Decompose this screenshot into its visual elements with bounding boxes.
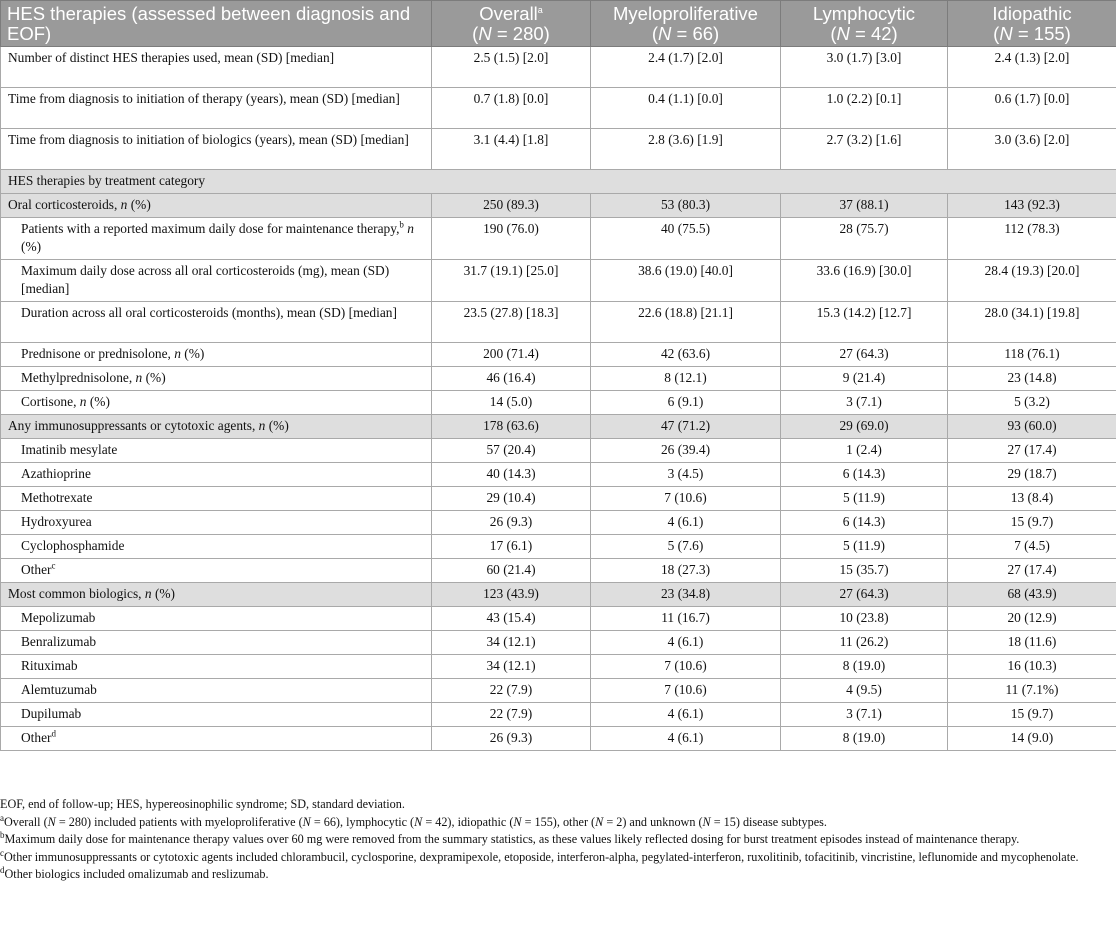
cell-myeloproliferative: 2.8 (3.6) [1.9] — [591, 129, 781, 170]
cell-lymphocytic: 5 (11.9) — [781, 487, 948, 511]
cell-myeloproliferative: 11 (16.7) — [591, 607, 781, 631]
cell-myeloproliferative: 4 (6.1) — [591, 727, 781, 751]
row-label: Most common biologics, n (%) — [1, 583, 432, 607]
cell-lymphocytic: 3 (7.1) — [781, 391, 948, 415]
table-row — [1, 260, 1116, 302]
row-label: Rituximab — [1, 655, 432, 679]
table-row — [1, 535, 1116, 559]
category-row — [1, 194, 1116, 218]
cell-myeloproliferative: 0.4 (1.1) [0.0] — [591, 88, 781, 129]
cell-overall: 2.5 (1.5) [2.0] — [432, 47, 591, 88]
cell-idiopathic: 27 (17.4) — [948, 559, 1116, 583]
row-label: Duration across all oral corticosteroids (months), mean (SD) [median] — [1, 302, 432, 343]
table-row — [1, 367, 1116, 391]
cell-idiopathic: 28.0 (34.1) [19.8] — [948, 302, 1116, 343]
cell-overall: 190 (76.0) — [432, 218, 591, 260]
cell-overall: 123 (43.9) — [432, 583, 591, 607]
table-row — [1, 343, 1116, 367]
row-label: Alemtuzumab — [1, 679, 432, 703]
cell-overall: 178 (63.6) — [432, 415, 591, 439]
row-label: Any immunosuppressants or cytotoxic agents, n (%) — [1, 415, 432, 439]
cell-lymphocytic: 6 (14.3) — [781, 511, 948, 535]
cell-overall: 26 (9.3) — [432, 511, 591, 535]
row-label: Prednisone or prednisolone, n (%) — [1, 343, 432, 367]
row-label: Time from diagnosis to initiation of biologics (years), mean (SD) [median] — [1, 129, 432, 170]
cell-idiopathic: 11 (7.1%) — [948, 679, 1116, 703]
row-label: Other$^c$ — [1, 559, 432, 583]
header-row — [1, 1, 1116, 47]
footnote-c: $^c$Other immunosuppressants or cytotoxic agents included chlorambucil, cyclosporine, dexpramipexole, etoposide, interferon-alpha, pegylated-interferon, ruxolitinib, tofacitinib, vincristine, leflunomide and mycophenolate. — [0, 847, 1079, 864]
table-row — [1, 703, 1116, 727]
cell-overall: 3.1 (4.4) [1.8] — [432, 129, 591, 170]
section-row — [1, 170, 1116, 194]
row-label: Methylprednisolone, n (%) — [1, 367, 432, 391]
footnote-b: $^b$Maximum daily dose for maintenance therapy values over 60 mg were removed from the summary statistics, as these values likely reflected dosing for burst treatment episodes instead of maintenance therapy. — [0, 830, 1020, 847]
table-row — [1, 129, 1116, 170]
cell-idiopathic: 20 (12.9) — [948, 607, 1116, 631]
cell-lymphocytic: 5 (11.9) — [781, 535, 948, 559]
table-row — [1, 727, 1116, 751]
cell-myeloproliferative: 4 (6.1) — [591, 511, 781, 535]
cell-overall: 29 (10.4) — [432, 487, 591, 511]
header-lymphocytic: Lymphocytic (N = 42) — [781, 1, 948, 47]
cell-idiopathic: 93 (60.0) — [948, 415, 1116, 439]
cell-idiopathic: 5 (3.2) — [948, 391, 1116, 415]
cell-lymphocytic: 15 (35.7) — [781, 559, 948, 583]
row-label: Methotrexate — [1, 487, 432, 511]
cell-lymphocytic: 8 (19.0) — [781, 727, 948, 751]
cell-idiopathic: 13 (8.4) — [948, 487, 1116, 511]
cell-lymphocytic: 6 (14.3) — [781, 463, 948, 487]
table-row — [1, 439, 1116, 463]
cell-idiopathic: 0.6 (1.7) [0.0] — [948, 88, 1116, 129]
table-row — [1, 631, 1116, 655]
cell-idiopathic: 29 (18.7) — [948, 463, 1116, 487]
cell-myeloproliferative: 42 (63.6) — [591, 343, 781, 367]
row-label: Cortisone, n (%) — [1, 391, 432, 415]
row-label: Benralizumab — [1, 631, 432, 655]
cell-lymphocytic: 33.6 (16.9) [30.0] — [781, 260, 948, 302]
cell-myeloproliferative: 38.6 (19.0) [40.0] — [591, 260, 781, 302]
cell-idiopathic: 18 (11.6) — [948, 631, 1116, 655]
row-label: Maximum daily dose across all oral corticosteroids (mg), mean (SD) [median] — [1, 260, 432, 302]
cell-lymphocytic: 37 (88.1) — [781, 194, 948, 218]
cell-lymphocytic: 10 (23.8) — [781, 607, 948, 631]
row-label: Time from diagnosis to initiation of therapy (years), mean (SD) [median] — [1, 88, 432, 129]
row-label: Azathioprine — [1, 463, 432, 487]
cell-lymphocytic: 1.0 (2.2) [0.1] — [781, 88, 948, 129]
row-label: Imatinib mesylate — [1, 439, 432, 463]
cell-idiopathic: 27 (17.4) — [948, 439, 1116, 463]
row-label: Cyclophosphamide — [1, 535, 432, 559]
cell-idiopathic: 16 (10.3) — [948, 655, 1116, 679]
table-row — [1, 47, 1116, 88]
table-footnotes — [0, 796, 1116, 884]
table-row — [1, 218, 1116, 260]
cell-overall: 22 (7.9) — [432, 679, 591, 703]
cell-lymphocytic: 3 (7.1) — [781, 703, 948, 727]
row-label: Number of distinct HES therapies used, mean (SD) [median] — [1, 47, 432, 88]
cell-myeloproliferative: 6 (9.1) — [591, 391, 781, 415]
row-label: Dupilumab — [1, 703, 432, 727]
cell-idiopathic: 118 (76.1) — [948, 343, 1116, 367]
cell-overall: 17 (6.1) — [432, 535, 591, 559]
cell-overall: 60 (21.4) — [432, 559, 591, 583]
cell-overall: 200 (71.4) — [432, 343, 591, 367]
cell-idiopathic: 3.0 (3.6) [2.0] — [948, 129, 1116, 170]
table-row — [1, 655, 1116, 679]
footnote-d: $^d$Other biologics included omalizumab and reslizumab. — [0, 865, 269, 882]
row-label: Patients with a reported maximum daily dose for maintenance therapy,$^b$ n (%) — [1, 218, 432, 260]
cell-myeloproliferative: 53 (80.3) — [591, 194, 781, 218]
row-label: Other$^d$ — [1, 727, 432, 751]
cell-overall: 0.7 (1.8) [0.0] — [432, 88, 591, 129]
cell-lymphocytic: 8 (19.0) — [781, 655, 948, 679]
category-row — [1, 415, 1116, 439]
cell-idiopathic: 28.4 (19.3) [20.0] — [948, 260, 1116, 302]
cell-lymphocytic: 9 (21.4) — [781, 367, 948, 391]
cell-myeloproliferative: 22.6 (18.8) [21.1] — [591, 302, 781, 343]
cell-myeloproliferative: 40 (75.5) — [591, 218, 781, 260]
row-label: Oral corticosteroids, n (%) — [1, 194, 432, 218]
cell-myeloproliferative: 47 (71.2) — [591, 415, 781, 439]
cell-myeloproliferative: 4 (6.1) — [591, 631, 781, 655]
cell-lymphocytic: 3.0 (1.7) [3.0] — [781, 47, 948, 88]
cell-idiopathic: 112 (78.3) — [948, 218, 1116, 260]
table-row — [1, 559, 1116, 583]
cell-idiopathic: 68 (43.9) — [948, 583, 1116, 607]
table-row — [1, 463, 1116, 487]
table-row — [1, 511, 1116, 535]
cell-myeloproliferative: 26 (39.4) — [591, 439, 781, 463]
cell-lymphocytic: 2.7 (3.2) [1.6] — [781, 129, 948, 170]
cell-idiopathic: 15 (9.7) — [948, 511, 1116, 535]
cell-overall: 23.5 (27.8) [18.3] — [432, 302, 591, 343]
cell-idiopathic: 14 (9.0) — [948, 727, 1116, 751]
table-row — [1, 391, 1116, 415]
section-label: HES therapies by treatment category — [1, 170, 1116, 194]
cell-idiopathic: 143 (92.3) — [948, 194, 1116, 218]
cell-idiopathic: 23 (14.8) — [948, 367, 1116, 391]
cell-myeloproliferative: 7 (10.6) — [591, 679, 781, 703]
table-row — [1, 679, 1116, 703]
cell-myeloproliferative: 23 (34.8) — [591, 583, 781, 607]
cell-lymphocytic: 11 (26.2) — [781, 631, 948, 655]
cell-myeloproliferative: 5 (7.6) — [591, 535, 781, 559]
cell-overall: 14 (5.0) — [432, 391, 591, 415]
header-overall: Overall$^a$ (N = 280) — [432, 1, 591, 47]
cell-idiopathic: 7 (4.5) — [948, 535, 1116, 559]
cell-idiopathic: 2.4 (1.3) [2.0] — [948, 47, 1116, 88]
cell-overall: 40 (14.3) — [432, 463, 591, 487]
cell-myeloproliferative: 2.4 (1.7) [2.0] — [591, 47, 781, 88]
category-row — [1, 583, 1116, 607]
cell-lymphocytic: 27 (64.3) — [781, 583, 948, 607]
header-therapies: HES therapies (assessed between diagnosis and EOF) — [1, 1, 432, 47]
table-row — [1, 607, 1116, 631]
cell-myeloproliferative: 4 (6.1) — [591, 703, 781, 727]
table-row — [1, 302, 1116, 343]
cell-myeloproliferative: 8 (12.1) — [591, 367, 781, 391]
cell-overall: 22 (7.9) — [432, 703, 591, 727]
footnote-a: $^a$Overall (N = 280) included patients with myeloproliferative (N = 66), lymphocytic (N = 42), idiopathic (N = 155), other (N = 2) and unknown (N = 15) disease subtypes. — [0, 812, 827, 829]
cell-lymphocytic: 1 (2.4) — [781, 439, 948, 463]
cell-idiopathic: 15 (9.7) — [948, 703, 1116, 727]
table-row — [1, 88, 1116, 129]
cell-myeloproliferative: 3 (4.5) — [591, 463, 781, 487]
cell-overall: 34 (12.1) — [432, 655, 591, 679]
cell-lymphocytic: 29 (69.0) — [781, 415, 948, 439]
cell-myeloproliferative: 7 (10.6) — [591, 655, 781, 679]
cell-lymphocytic: 15.3 (14.2) [12.7] — [781, 302, 948, 343]
cell-myeloproliferative: 18 (27.3) — [591, 559, 781, 583]
table-row — [1, 487, 1116, 511]
cell-lymphocytic: 27 (64.3) — [781, 343, 948, 367]
header-myeloproliferative: Myeloproliferative (N = 66) — [591, 1, 781, 47]
row-label: Mepolizumab — [1, 607, 432, 631]
header-idiopathic: Idiopathic (N = 155) — [948, 1, 1116, 47]
footnote-abbreviations: EOF, end of follow-up; HES, hypereosinophilic syndrome; SD, standard deviation. — [0, 797, 405, 811]
cell-overall: 46 (16.4) — [432, 367, 591, 391]
cell-overall: 250 (89.3) — [432, 194, 591, 218]
cell-overall: 31.7 (19.1) [25.0] — [432, 260, 591, 302]
cell-myeloproliferative: 7 (10.6) — [591, 487, 781, 511]
cell-overall: 43 (15.4) — [432, 607, 591, 631]
cell-lymphocytic: 4 (9.5) — [781, 679, 948, 703]
cell-overall: 57 (20.4) — [432, 439, 591, 463]
cell-overall: 26 (9.3) — [432, 727, 591, 751]
cell-overall: 34 (12.1) — [432, 631, 591, 655]
row-label: Hydroxyurea — [1, 511, 432, 535]
cell-lymphocytic: 28 (75.7) — [781, 218, 948, 260]
